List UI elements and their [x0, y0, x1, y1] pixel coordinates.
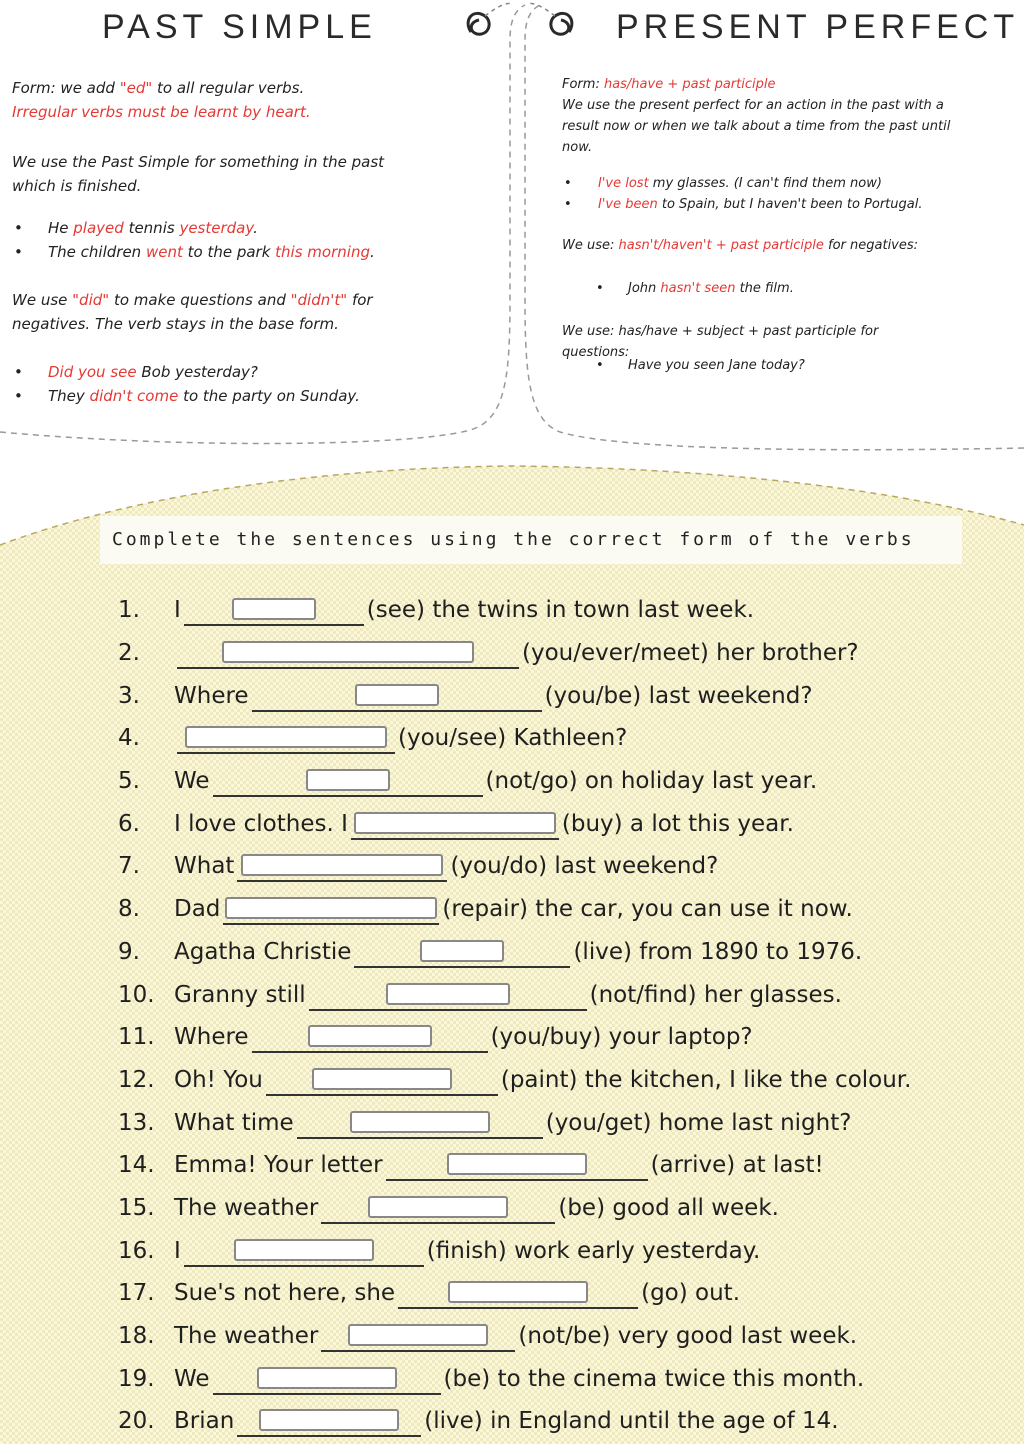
- sentence-start: I love clothes. I: [174, 810, 348, 837]
- exercise-item: [118, 1059, 998, 1102]
- answer-blank: [321, 1192, 555, 1224]
- item-number: 5.: [118, 768, 140, 795]
- item-number: 8.: [118, 896, 140, 923]
- perfect-example-2: • I've been to Spain, but I haven't been to Portugal.: [562, 194, 1017, 215]
- exercise-item: [118, 973, 998, 1016]
- answer-blank: [386, 1149, 648, 1181]
- sentence-start: What time: [174, 1109, 294, 1136]
- answer-input-box[interactable]: [355, 684, 439, 706]
- exercise-item: [118, 802, 998, 845]
- answer-input-box[interactable]: [259, 1409, 399, 1431]
- sentence-end: (you/ever/meet) her brother?: [522, 640, 859, 667]
- item-number: 6.: [118, 810, 140, 837]
- sentence-start: Where: [174, 682, 249, 709]
- past-example-2: • The children went to the park this morning.: [12, 240, 472, 264]
- sentence-end: (not/be) very good last week.: [518, 1323, 858, 1350]
- sentence-start: Agatha Christie: [174, 938, 352, 965]
- exercise-item: [118, 888, 998, 931]
- perfect-example-4: • Have you seen Jane today?: [562, 355, 1017, 376]
- answer-input-box[interactable]: [354, 812, 556, 834]
- item-number: 16.: [118, 1237, 155, 1264]
- exercise-item: [118, 1229, 998, 1272]
- sentence-end: (not/find) her glasses.: [589, 981, 842, 1008]
- answer-input-box[interactable]: [386, 983, 510, 1005]
- exercise-item: [118, 1016, 998, 1059]
- answer-input-box[interactable]: [447, 1153, 587, 1175]
- answer-blank: [309, 979, 587, 1011]
- sentence-end: (be) good all week.: [558, 1194, 779, 1221]
- sentence-end: (not/go) on holiday last year.: [485, 768, 818, 795]
- sentence-start: Brian: [174, 1408, 235, 1435]
- answer-blank: [351, 808, 559, 840]
- sentence-start: What: [174, 853, 235, 880]
- sentence-end: (paint) the kitchen, I like the colour.: [500, 1066, 912, 1093]
- item-number: 18.: [118, 1323, 155, 1350]
- sentence-start: The weather: [174, 1194, 319, 1221]
- answer-input-box[interactable]: [308, 1025, 432, 1047]
- exercise-list: [118, 589, 998, 1443]
- answer-blank: [223, 893, 439, 925]
- exercise-item: [118, 717, 998, 760]
- sentence-start: Sue's not here, she: [174, 1280, 396, 1307]
- sentence-end: (buy) a lot this year.: [561, 810, 794, 837]
- answer-input-box[interactable]: [420, 940, 504, 962]
- sentence-start: The weather: [174, 1323, 319, 1350]
- item-number: 2.: [118, 640, 140, 667]
- item-number: 15.: [118, 1194, 155, 1221]
- item-number: 3.: [118, 682, 140, 709]
- sentence-end: (repair) the car, you can use it now.: [442, 896, 853, 923]
- past-simple-notes: Form: we add "ed" to all regular verbs. Irregular verbs must be learnt by heart. We use the Past Simple for something in the past which is finished. • He played tennis yesterday. • The children went to the park this morning. We use "did" to make questions and "didn't" for negatives. The verb stays in the base form. • Did you see Bob yesterday? • They didn't come to the party on Sunday.: [12, 76, 472, 408]
- exercise-item: [118, 1144, 998, 1187]
- sentence-start: Where: [174, 1024, 249, 1051]
- answer-blank: [213, 1363, 441, 1395]
- sentence-start: Oh! You: [174, 1066, 263, 1093]
- item-number: 14.: [118, 1152, 155, 1179]
- answer-input-box[interactable]: [232, 598, 316, 620]
- item-number: 1.: [118, 597, 140, 624]
- exercise-item: [118, 760, 998, 803]
- perfect-example-3: • John hasn't seen the film.: [562, 278, 1017, 299]
- answer-blank: [354, 936, 570, 968]
- past-simple-title: PAST SIMPLE: [102, 8, 377, 46]
- sentence-start: Granny still: [174, 981, 306, 1008]
- sentence-end: (live) from 1890 to 1976.: [573, 938, 863, 965]
- answer-blank: [184, 594, 364, 626]
- item-number: 7.: [118, 853, 140, 880]
- answer-blank: [213, 765, 483, 797]
- present-perfect-notes: Form: has/have + past participle We use the present perfect for an action in the past with a result now or when we talk about a time from the past until now. • I've lost my glasses. (I can't find them now) • I've been to Spain, but I haven't been to Portugal. We use: hasn't/haven't + past participle for negatives: • John hasn't seen the film. We use: has/have + subject + past participle for questions: • Have you seen Jane today?: [562, 74, 1017, 376]
- exercise-item: [118, 931, 998, 974]
- sentence-end: (you/get) home last night?: [545, 1109, 852, 1136]
- answer-blank: [398, 1277, 638, 1309]
- answer-blank: [237, 1405, 421, 1437]
- sentence-end: (you/be) last weekend?: [544, 682, 813, 709]
- perfect-example-1: • I've lost my glasses. (I can't find them now): [562, 173, 1017, 194]
- item-number: 11.: [118, 1024, 155, 1051]
- answer-blank: [321, 1320, 515, 1352]
- answer-input-box[interactable]: [448, 1281, 588, 1303]
- item-number: 4.: [118, 725, 140, 752]
- item-number: 20.: [118, 1408, 155, 1435]
- item-number: 12.: [118, 1066, 155, 1093]
- exercise-item: [118, 1187, 998, 1230]
- item-number: 17.: [118, 1280, 155, 1307]
- answer-blank: [237, 850, 447, 882]
- answer-blank: [184, 1235, 424, 1267]
- exercise-item: [118, 1315, 998, 1358]
- answer-blank: [297, 1107, 543, 1139]
- answer-input-box[interactable]: [257, 1367, 397, 1389]
- sentence-end: (finish) work early yesterday.: [426, 1237, 761, 1264]
- past-example-3: • Did you see Bob yesterday?: [12, 360, 472, 384]
- exercise-instruction: Complete the sentences using the correct form of the verbs: [100, 516, 962, 564]
- answer-blank: [177, 637, 519, 669]
- present-perfect-title: PRESENT PERFECT: [616, 8, 1020, 46]
- sentence-end: (arrive) at last!: [650, 1152, 824, 1179]
- sentence-start: Dad: [174, 896, 221, 923]
- item-number: 19.: [118, 1365, 155, 1392]
- sentence-end: (go) out.: [641, 1280, 741, 1307]
- sentence-end: (live) in England until the age of 14.: [424, 1408, 839, 1435]
- item-number: 10.: [118, 981, 155, 1008]
- item-number: 9.: [118, 938, 140, 965]
- answer-input-box[interactable]: [241, 854, 443, 876]
- sentence-end: (you/do) last weekend?: [450, 853, 719, 880]
- answer-input-box[interactable]: [368, 1196, 508, 1218]
- sentence-end: (you/buy) your laptop?: [490, 1024, 753, 1051]
- item-number: 13.: [118, 1109, 155, 1136]
- answer-input-box[interactable]: [350, 1111, 490, 1133]
- past-example-1: • He played tennis yesterday.: [12, 216, 472, 240]
- exercise-item: [118, 1272, 998, 1315]
- answer-input-box[interactable]: [222, 641, 474, 663]
- answer-blank: [266, 1064, 498, 1096]
- sentence-start: I: [174, 597, 181, 624]
- past-example-4: • They didn't come to the party on Sunday.: [12, 384, 472, 408]
- sentence-start: Emma! Your letter: [174, 1152, 383, 1179]
- sentence-start: I: [174, 1237, 181, 1264]
- sentence-end: (be) to the cinema twice this month.: [443, 1365, 865, 1392]
- sentence-start: We: [174, 1365, 210, 1392]
- exercise-item: [118, 1400, 998, 1443]
- answer-blank: [252, 680, 542, 712]
- answer-input-box[interactable]: [348, 1324, 488, 1346]
- sentence-end: (you/see) Kathleen?: [398, 725, 628, 752]
- answer-blank: [177, 722, 395, 754]
- answer-input-box[interactable]: [234, 1239, 374, 1261]
- exercise-item: [118, 589, 998, 632]
- exercise-item: [118, 1101, 998, 1144]
- answer-input-box[interactable]: [312, 1068, 452, 1090]
- answer-blank: [252, 1021, 488, 1053]
- answer-input-box[interactable]: [185, 726, 387, 748]
- exercise-item: [118, 674, 998, 717]
- sentence-start: We: [174, 768, 210, 795]
- answer-input-box[interactable]: [225, 897, 437, 919]
- sentence-end: (see) the twins in town last week.: [366, 597, 755, 624]
- answer-input-box[interactable]: [306, 769, 390, 791]
- exercise-item: [118, 845, 998, 888]
- exercise-item: [118, 632, 998, 675]
- exercise-item: [118, 1357, 998, 1400]
